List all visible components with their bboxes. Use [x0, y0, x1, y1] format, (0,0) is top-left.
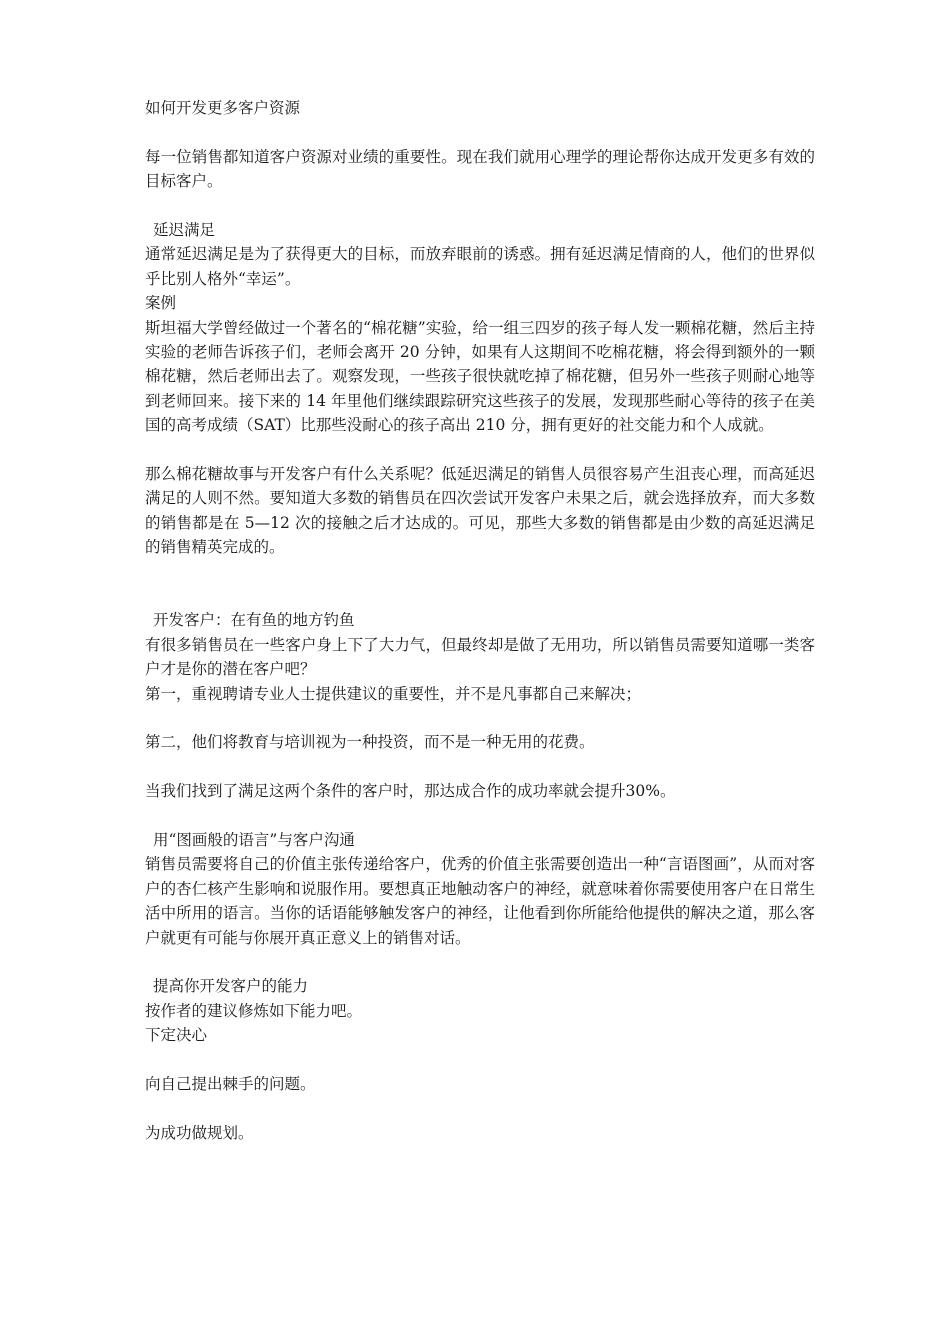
spacer — [145, 560, 815, 584]
section-heading-develop-customers: 开发客户：在有鱼的地方钓鱼 — [153, 611, 355, 630]
spacer — [145, 120, 815, 144]
spacer — [145, 1097, 815, 1121]
spacer — [145, 755, 815, 779]
spacer — [145, 194, 815, 218]
section-heading-delayed-gratification: 延迟满足 — [153, 221, 216, 239]
spacer — [145, 950, 815, 974]
spacer — [145, 706, 815, 730]
section-heading-picture-language: 用“图画般的语言”与客户沟通 — [153, 831, 355, 850]
section1-paragraph: 通常延迟满足是为了获得更大的目标，而放弃眼前的诱惑。拥有延迟满足情商的人，他们的世界似乎比别人格外“幸运”。 — [145, 245, 815, 288]
spacer — [145, 1048, 815, 1072]
list-item-plan-success: 为成功做规划。 — [145, 1123, 254, 1142]
document-title: 如何开发更多客户资源 — [145, 99, 301, 117]
section-heading-improve-ability: 提高你开发客户的能力 — [153, 977, 309, 996]
intro-paragraph: 每一位销售都知道客户资源对业绩的重要性。现在我们就用心理学的理论帮你达成开发更多有效的目标客户。 — [145, 147, 815, 191]
point-one: 第一，重视聘请专业人士提供建议的重要性，并不是凡事都自己来解决； — [145, 684, 642, 703]
list-item-hard-questions: 向自己提出棘手的问题。 — [145, 1075, 316, 1094]
case-label: 案例 — [145, 294, 177, 313]
list-item-determination: 下定决心 — [145, 1026, 208, 1045]
point-two: 第二，他们将教育与培训视为一种投资，而不是一种无用的花费。 — [145, 733, 595, 752]
section2-paragraph: 有很多销售员在一些客户身上下了大力气，但最终却是做了无用功，所以销售员需要知道哪一类客户才是你的潜在客户吧？ — [145, 635, 815, 679]
section3-paragraph: 销售员需要将自己的价值主张传递给客户，优秀的价值主张需要创造出一种“言语图画”，从而对客户的杏仁核产生影响和说服作用。要想真正地触动客户的神经，就意味着你需要使用客户在日常生活中所用的语言。当你的话语能够触发客户的神经，让他看到你所能给他提供的解决之道，那么客户就更有可能与你展开真正意义上的销售对话。 — [145, 855, 815, 947]
spacer — [145, 584, 815, 608]
case-paragraph: 斯坦福大学曾经做过一个著名的“棉花糖”实验，给一组三四岁的孩子每人发一颗棉花糖，然后主持实验的老师告诉孩子们，老师会离开 20 分钟，如果有人这期间不吃棉花糖，将会得到额外的一颗棉花糖，然后老师出去了。观察发现，一些孩子很快就吃掉了棉花糖，但另外一些孩子则耐心地等到老师回来。接下来的 14 年里他们继续跟踪研究这些孩子的发展，发现那些耐心等待的孩子在美国的高考成绩（SAT）比那些没耐心的孩子高出 210 分，拥有更好的社交能力和个人成就。 — [145, 318, 815, 435]
section1-conclusion: 那么棉花糖故事与开发客户有什么关系呢？低延迟满足的销售人员很容易产生沮丧心理，而高延迟满足的人则不然。要知道大多数的销售员在四次尝试开发客户未果之后，就会选择放弃，而大多数的销售都是在 5—12 次的接触之后才达成的。可见，那些大多数的销售都是由少数的高延迟满足的销售精英完成的。 — [145, 465, 815, 557]
section2-result: 当我们找到了满足这两个条件的客户时，那达成合作的成功率就会提升30%。 — [145, 782, 676, 801]
section4-paragraph: 按作者的建议修炼如下能力吧。 — [145, 1001, 363, 1020]
spacer — [145, 804, 815, 828]
document-page — [145, 96, 815, 1145]
spacer — [145, 438, 815, 462]
